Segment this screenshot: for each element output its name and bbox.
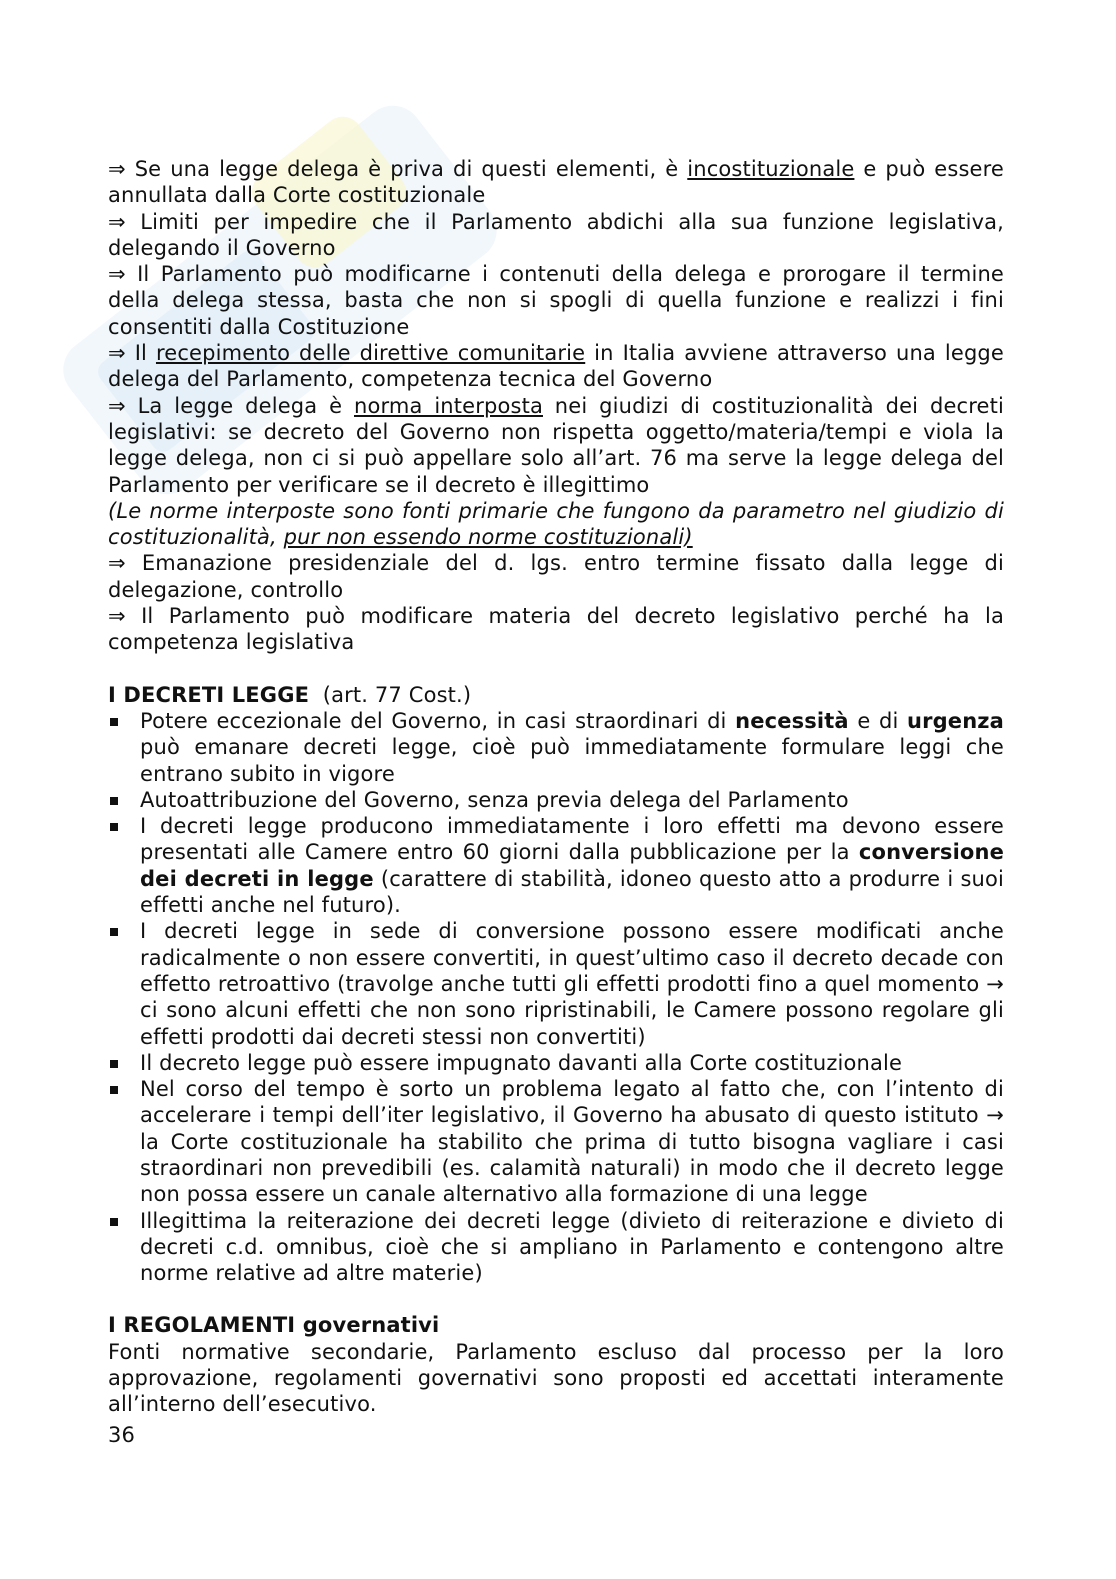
- arrow-item-modifica: ⇒ Il Parlamento può modificare materia del decreto legislativo perché ha la competenza legislativa: [108, 604, 1004, 655]
- list-item: Il decreto legge può essere impugnato davanti alla Corte costituzionale: [108, 1050, 1004, 1076]
- arrow-item-norma-interposta: ⇒ La legge delega è norma interposta nei giudizi di costituzionalità dei decreti legislativi: se decreto del Governo non rispetta oggetto/materia/tempi e viola la legge delega, non ci si può appellare solo all’art. 76 ma serve la legge delega del Parlamento per verificare se il decreto è illegittimo: [108, 393, 1004, 497]
- list-item: Autoattribuzione del Governo, senza previa delega del Parlamento: [108, 787, 1004, 813]
- section-heading-regolamenti: I REGOLAMENTI governativi: [108, 1313, 440, 1338]
- list-item: Illegittima la reiterazione dei decreti legge (divieto di reiterazione e divieto di decreti c.d. omnibus, cioè che si ampliano in Parlamento e contengono altre norme relative ad altre materie): [108, 1208, 1004, 1287]
- bullet-square-icon: [110, 1218, 118, 1226]
- italic-note: (Le norme interposte sono fonti primarie che fungono da parametro nel giudizio di costituzionalità, pur non essendo norme costituzionali): [108, 498, 1004, 550]
- page-number: 36: [108, 1422, 136, 1447]
- decreti-legge-list: [108, 708, 1004, 1287]
- bullet-square-icon: [110, 1086, 118, 1094]
- bullet-square-icon: [110, 718, 118, 726]
- bullet-square-icon: [110, 823, 118, 831]
- arrow-item-recepimento: ⇒ Il recepimento delle direttive comunitarie in Italia avviene attraverso una legge delega del Parlamento, competenza tecnica del Governo: [108, 341, 1004, 392]
- document-page: [108, 156, 1004, 1469]
- arrow-item-limiti: ⇒ Limiti per impedire che il Parlamento abdichi alla sua funzione legislativa, delegando il Governo: [108, 209, 1004, 260]
- arrow-item-emanazione: ⇒ Emanazione presidenziale del d. lgs. entro termine fissato dalla legge di delegazione, controllo: [108, 551, 1004, 602]
- list-item: I decreti legge producono immediatamente i loro effetti ma devono essere presentati alle Camere entro 60 giorni dalla pubblicazione per la conversione dei decreti in legge (carattere di stabilità, idoneo questo atto a produrre i suoi effetti anche nel futuro).: [108, 813, 1004, 918]
- bullet-square-icon: [110, 797, 118, 805]
- bullet-square-icon: [110, 928, 118, 936]
- list-item: I decreti legge in sede di conversione possono essere modificati anche radicalmente o non essere convertiti, in quest’ultimo caso il decreto decade con effetto retroattivo (travolge anche tutti gli effetti prodotti fino a quel momento → ci sono alcuni effetti che non sono ripristinabili, le Camere possono regolare gli effetti prodotti dai decreti stessi non convertiti): [108, 918, 1004, 1049]
- bullet-square-icon: [110, 1060, 118, 1068]
- arrow-item-incostituzionale: ⇒ Se una legge delega è priva di questi elementi, è incostituzionale e può essere annullata dalla Corte costituzionale: [108, 157, 1005, 208]
- arrow-item-proroga: ⇒ Il Parlamento può modificarne i contenuti della delega e prorogare il termine della delega stessa, basta che non si spogli di quella funzione e realizzi i fini consentiti dalla Costituzione: [108, 262, 1004, 339]
- section-heading-decreti-legge: I DECRETI LEGGE (art. 77 Cost.): [108, 682, 472, 707]
- list-item: Nel corso del tempo è sorto un problema legato al fatto che, con l’intento di accelerare i tempi dell’iter legislativo, il Governo ha abusato di questo istituto → la Corte costituzionale ha stabilito che prima di tutto bisogna vagliare i casi straordinari non prevedibili (es. calamità naturali) in modo che il decreto legge non possa essere un canale alternativo alla formazione di una legge: [108, 1076, 1004, 1207]
- regolamenti-body: Fonti normative secondarie, Parlamento escluso dal processo per la loro approvazione, regolamenti governativi sono proposti ed accettati interamente all’interno dell’esecutivo.: [108, 1339, 1004, 1417]
- list-item: Potere eccezionale del Governo, in casi straordinari di necessità e di urgenza può emanare decreti legge, cioè può immediatamente formulare leggi che entrano subito in vigore: [108, 708, 1004, 787]
